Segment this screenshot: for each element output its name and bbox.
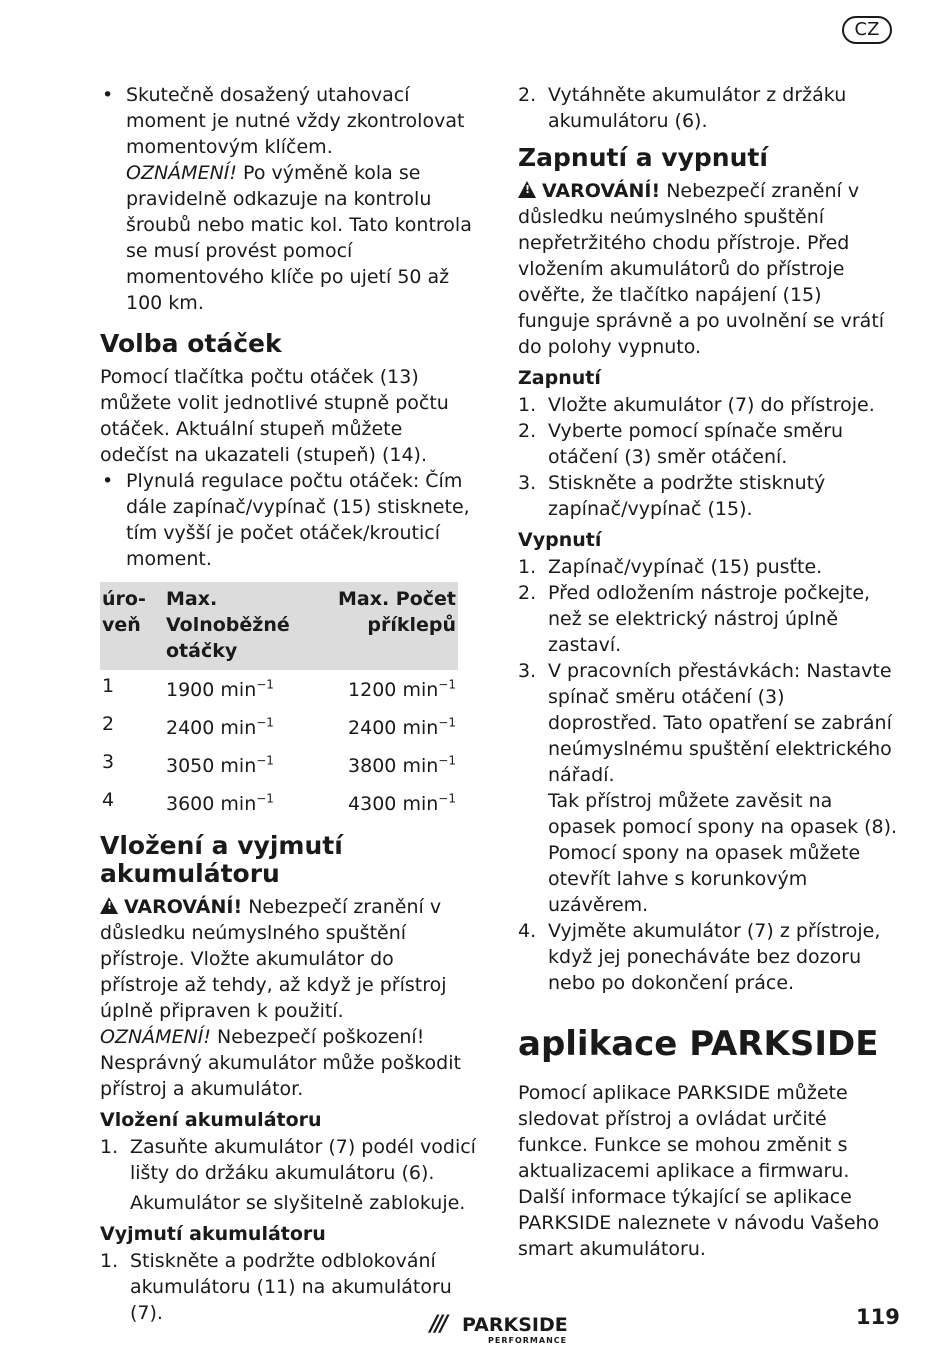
unit-label: min xyxy=(402,793,439,815)
section-heading-speed: Volba otáček xyxy=(100,329,282,358)
logo-slashes: /// xyxy=(430,1312,446,1337)
unit-exponent: −1 xyxy=(256,791,274,806)
notice-label: OZNÁMENÍ! xyxy=(100,1026,212,1048)
step-number: 1. xyxy=(518,394,537,416)
left-column xyxy=(100,82,476,1326)
table-cell-rpm xyxy=(164,670,328,708)
step-number: 1. xyxy=(100,1136,119,1158)
table-header-impacts: Max. Počet příklepů xyxy=(328,582,458,670)
table-cell-impacts xyxy=(328,784,458,822)
warning-label: VAROVÁNÍ! xyxy=(542,180,661,202)
table-row xyxy=(100,746,458,784)
unit-exponent: −1 xyxy=(438,715,456,730)
section-heading-battery: Vložení a vyjmutí akumulátoru xyxy=(100,831,343,888)
speed-table xyxy=(100,582,458,822)
unit-exponent: −1 xyxy=(438,677,456,692)
unit-exponent: −1 xyxy=(438,791,456,806)
unit-exponent: −1 xyxy=(256,715,274,730)
app-paragraph: Pomocí aplikace PARKSIDE můžete sledovat přístroj a ovládat určité funkce. Funkce se mohou změnit s aktualizacemi aplikace a firmwaru. Další informace týkající se aplikace PARKSIDE naleznete v návodu Vašeho smart akumulátoru. xyxy=(518,1082,880,1260)
impacts-value: 4300 xyxy=(348,793,397,815)
off-step-text: V pracovních přestávkách: Nastavte spínač směru otáčení (3) doprostřed. Tato opatření se zabrání neúmyslnému spuštění elektrického nářadí. xyxy=(548,660,892,786)
logo-subtitle: PERFORMANCE xyxy=(488,1336,568,1345)
unit-label: min xyxy=(220,755,257,777)
table-header-rpm: Max. Volnoběžné otáčky xyxy=(164,582,328,670)
onoff-warning-text: Nebezpečí zranění v důsledku neúmyslného spuštění nepřetržitého chodu přístroje. Před vložením akumulátorů do přístroje ověřte, že tlačítko napájení (15) funguje správně a po uvolnění se vrátí do polohy vypnuto. xyxy=(518,180,885,358)
table-row xyxy=(100,670,458,708)
table-header-row xyxy=(100,582,458,670)
warning-icon xyxy=(100,897,118,914)
unit-exponent: −1 xyxy=(438,753,456,768)
page-number: 119 xyxy=(856,1305,900,1329)
unit-label: min xyxy=(402,755,439,777)
remove-step2-text: Vytáhněte akumulátor z držáku akumulátoru (6). xyxy=(548,84,847,132)
table-cell-rpm xyxy=(164,746,328,784)
battery-warning-text: Nebezpečí zranění v důsledku neúmyslného spuštění přístroje. Vložte akumulátor do přístroje až tehdy, až když je přístroj úplně připraven k použití. xyxy=(100,896,447,1022)
unit-label: min xyxy=(220,717,257,739)
step-number: 3. xyxy=(518,472,537,494)
off-step3-note: Tak přístroj můžete zavěsit na opasek pomocí spony na opasek (8). Pomocí spony na opasek můžete otevřít lahve s korunkovým uzávěrem. xyxy=(548,790,898,916)
table-cell-impacts xyxy=(328,746,458,784)
table-cell-level: 3 xyxy=(102,751,115,773)
rpm-value: 1900 xyxy=(166,679,215,701)
list-item xyxy=(518,918,898,996)
on-step-text: Vyberte pomocí spínače směru otáčení (3) směr otáčení. xyxy=(548,420,844,468)
table-cell-rpm xyxy=(164,708,328,746)
list-item xyxy=(518,82,898,134)
list-item xyxy=(518,580,898,658)
remove-step-text: Stiskněte a podržte odblokování akumulátoru (11) na akumulátoru (7). xyxy=(130,1250,452,1324)
warning-label: VAROVÁNÍ! xyxy=(124,896,243,918)
step-number: 1. xyxy=(100,1250,119,1272)
table-row xyxy=(100,784,458,822)
table-cell-level: 2 xyxy=(102,713,115,735)
table-cell-impacts xyxy=(328,670,458,708)
rpm-value: 3050 xyxy=(166,755,215,777)
list-item: • Plynulá regulace počtu otáček: Čím dále zapínač/vypínač (15) stisknete, tím vyšší je počet otáček/krouticí moment. xyxy=(100,468,476,572)
unit-exponent: −1 xyxy=(256,677,274,692)
table-cell-impacts xyxy=(328,708,458,746)
unit-label: min xyxy=(402,717,439,739)
step-number: 1. xyxy=(518,556,537,578)
impacts-value: 1200 xyxy=(348,679,397,701)
subheading-remove: Vyjmutí akumulátoru xyxy=(100,1223,326,1245)
table-row xyxy=(100,708,458,746)
table-cell-level: 1 xyxy=(102,675,115,697)
unit-label: min xyxy=(402,679,439,701)
list-item xyxy=(518,554,898,580)
rpm-value: 3600 xyxy=(166,793,215,815)
speed-paragraph: Pomocí tlačítka počtu otáček (13) můžete volit jednotlivé stupně počtu otáček. Aktuální stupeň můžete odečíst na ukazateli (stupeň) (14). xyxy=(100,366,449,466)
impacts-value: 3800 xyxy=(348,755,397,777)
battery-warning xyxy=(100,894,476,1024)
off-step-text: Před odložením nástroje počkejte, než se elektrický nástroj úplně zastaví. xyxy=(548,582,871,656)
torque-bullet-text: Skutečně dosažený utahovací moment je nutné vždy zkontrolovat momentovým klíčem. xyxy=(126,84,465,158)
on-step-text: Vložte akumulátor (7) do přístroje. xyxy=(548,394,875,416)
insert-step-text: Zasuňte akumulátor (7) podél vodicí lišty do držáku akumulátoru (6). xyxy=(130,1136,476,1184)
table-cell-level: 4 xyxy=(102,789,115,811)
battery-notice xyxy=(100,1024,476,1102)
on-step-text: Stiskněte a podržte stisknutý zapínač/vypínač (15). xyxy=(548,472,826,520)
table-cell-rpm xyxy=(164,784,328,822)
notice-label: OZNÁMENÍ! xyxy=(126,162,238,184)
right-column xyxy=(518,82,898,1262)
step-number: 4. xyxy=(518,920,537,942)
list-item xyxy=(100,1248,476,1326)
step-number: 3. xyxy=(518,660,537,682)
notice-text: Po výměně kola se pravidelně odkazuje na kontrolu šroubů nebo matic kol. Tato kontrola se musí provést pomocí momentového klíče po ujetí 50 až 100 km. xyxy=(126,162,472,314)
parkside-logo xyxy=(430,1312,590,1352)
onoff-warning xyxy=(518,178,898,360)
impacts-value: 2400 xyxy=(348,717,397,739)
subheading-on: Zapnutí xyxy=(518,367,601,389)
list-item xyxy=(518,418,898,470)
warning-icon xyxy=(518,181,536,198)
list-item xyxy=(518,658,898,788)
unit-label: min xyxy=(220,793,257,815)
subheading-off: Vypnutí xyxy=(518,529,602,551)
off-step-text: Vyjměte akumulátor (7) z přístroje, když jej ponecháváte bez dozoru nebo po dokončení práce. xyxy=(548,920,881,994)
insert-step-note: Akumulátor se slyšitelně zablokuje. xyxy=(130,1192,466,1214)
list-item xyxy=(518,470,898,522)
list-item xyxy=(100,82,476,316)
list-item xyxy=(518,392,898,418)
table-header-level: úro-veň xyxy=(100,582,164,670)
section-heading-app: aplikace PARKSIDE xyxy=(518,1024,879,1064)
logo-brand: PARKSIDE xyxy=(462,1314,568,1336)
table-body xyxy=(100,670,458,822)
rpm-value: 2400 xyxy=(166,717,215,739)
unit-label: min xyxy=(220,679,257,701)
list-item xyxy=(100,1134,476,1186)
section-heading-onoff: Zapnutí a vypnutí xyxy=(518,143,768,172)
step-number: 2. xyxy=(518,582,537,604)
step-number: 2. xyxy=(518,420,537,442)
country-badge: CZ xyxy=(842,16,892,44)
off-step-text: Zapínač/vypínač (15) pusťte. xyxy=(548,556,823,578)
subheading-insert: Vložení akumulátoru xyxy=(100,1109,322,1131)
unit-exponent: −1 xyxy=(256,753,274,768)
step-number: 2. xyxy=(518,84,537,106)
battery-notice-text: Nebezpečí poškození! Nesprávný akumulátor může poškodit přístroj a akumulátor. xyxy=(100,1026,461,1100)
